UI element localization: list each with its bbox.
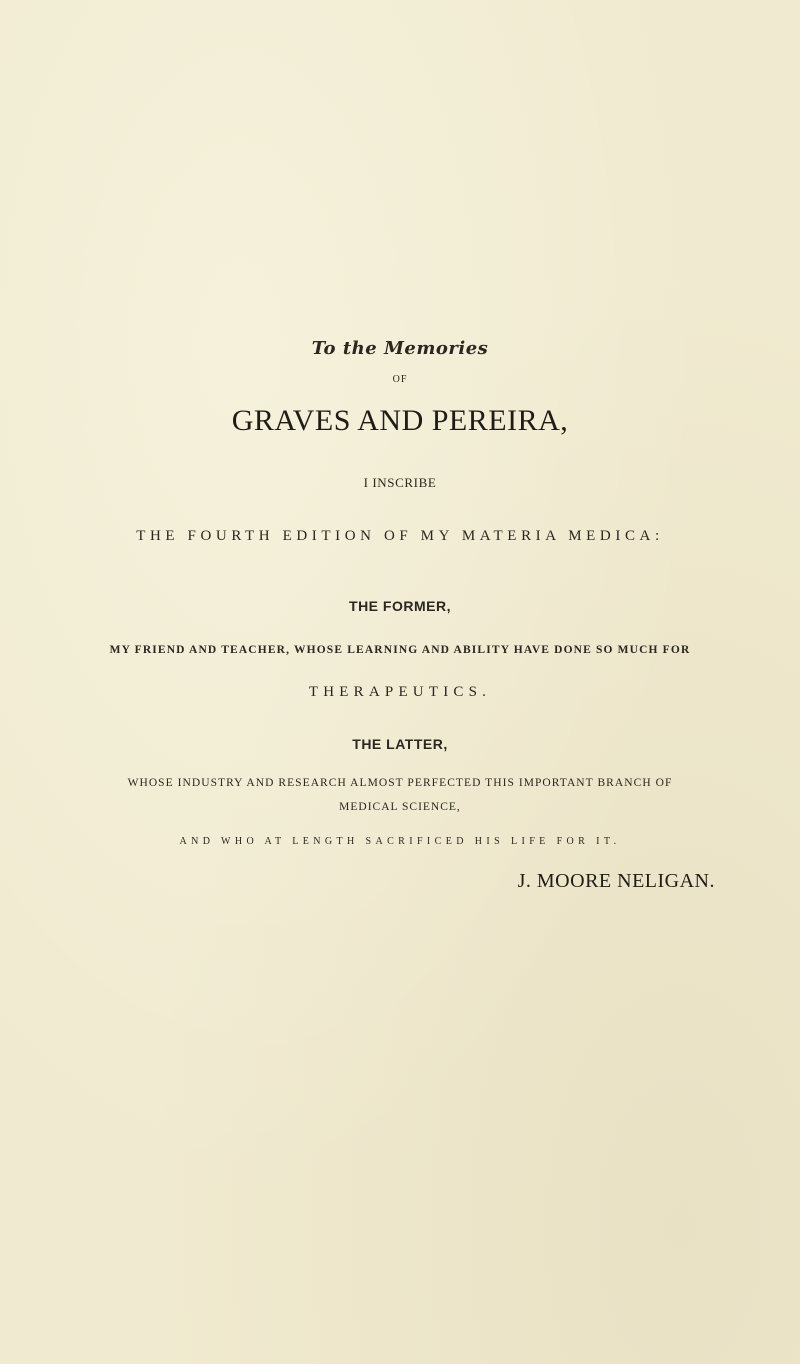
author-signature: J. MOORE NELIGAN. — [517, 870, 715, 892]
former-text: MY FRIEND AND TEACHER, WHOSE LEARNING AND ABILITY HAVE DONE SO MUCH FOR — [109, 644, 691, 656]
latter-text: WHOSE INDUSTRY AND RESEARCH ALMOST PERFECTED THIS IMPORTANT BRANCH OF — [127, 777, 673, 789]
dedication-heading: To the Memories — [311, 338, 489, 359]
latter-text-final: AND WHO AT LENGTH SACRIFICED HIS LIFE FOR IT. — [179, 836, 621, 847]
of-word: OF — [392, 374, 408, 385]
dedicatee-names: GRAVES AND PEREIRA, — [231, 404, 569, 437]
former-text-continued: THERAPEUTICS. — [308, 684, 492, 700]
edition-line: THE FOURTH EDITION OF MY MATERIA MEDICA: — [136, 528, 664, 544]
latter-heading: THE LATTER, — [352, 736, 448, 752]
former-heading: THE FORMER, — [349, 598, 451, 614]
inscribe-line: I INSCRIBE — [363, 475, 437, 490]
latter-text-continued: MEDICAL SCIENCE, — [339, 801, 461, 813]
